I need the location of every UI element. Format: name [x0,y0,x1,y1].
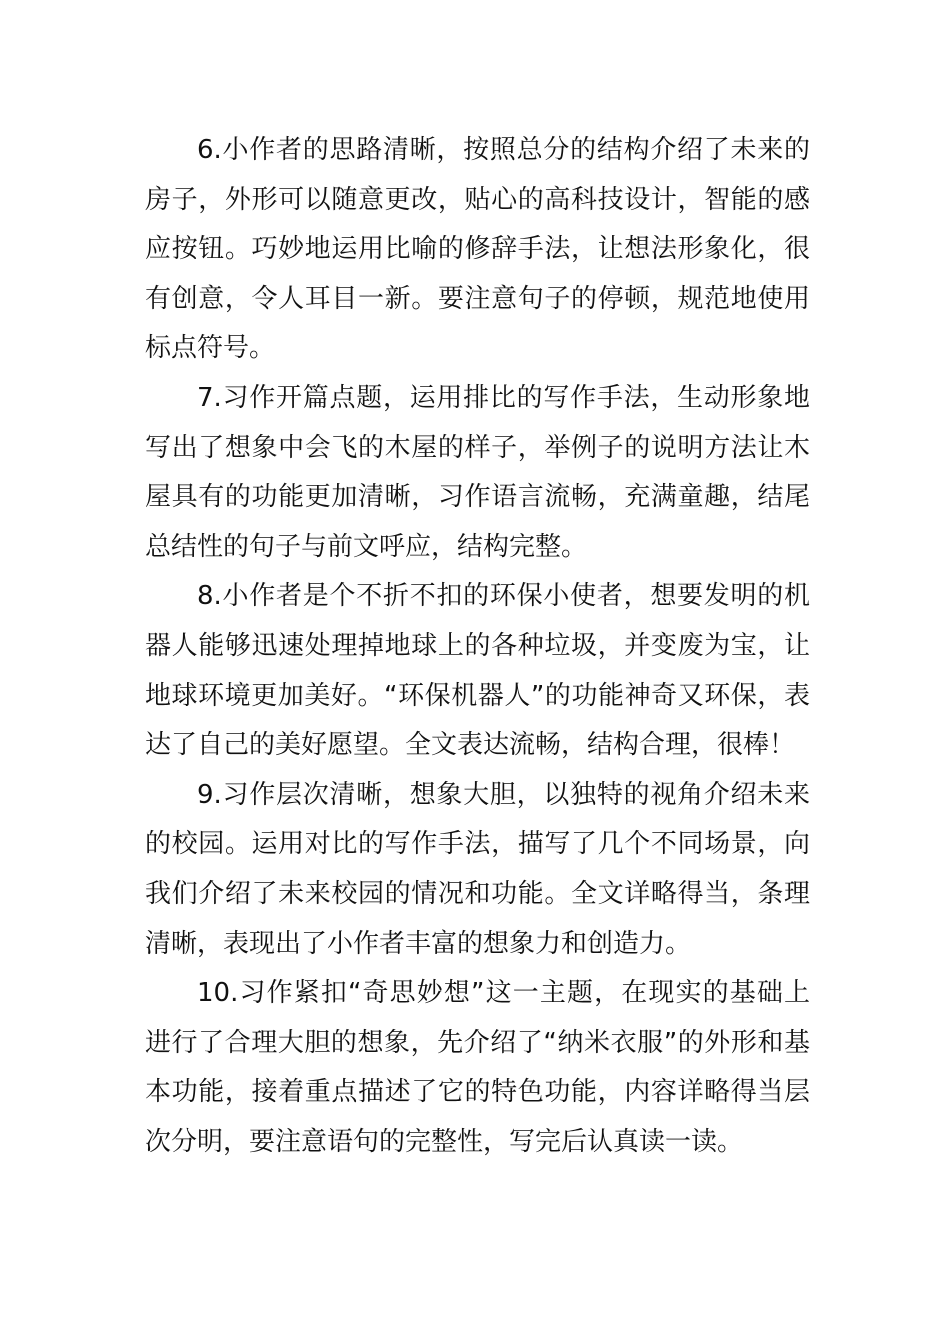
comments-body [145,126,810,1167]
comment-paragraph-10: 10.习作紧扣“奇思妙想”这一主题，在现实的基础上进行了合理大胆的想象，先介绍了“纳米衣服”的外形和基本功能，接着重点描述了它的特色功能，内容详略得当层次分明，要注意语句的完整性，写完后认真读一读。 [145,978,810,1157]
comment-paragraph-9: 9.习作层次清晰，想象大胆，以独特的视角介绍未来的校园。运用对比的写作手法，描写了几个不同场景，向我们介绍了未来校园的情况和功能。全文详略得当，条理清晰，表现出了小作者丰富的想象力和创造力。 [145,779,810,959]
comment-paragraph-6: 6.小作者的思路清晰，按照总分的结构介绍了未来的房子，外形可以随意更改，贴心的高科技设计，智能的感应按钮。巧妙地运用比喻的修辞手法，让想法形象化，很有创意，令人耳目一新。要注意句子的停顿，规范地使用标点符号。 [145,135,810,364]
comment-paragraph-7: 7.习作开篇点题，运用排比的写作手法，生动形象地写出了想象中会飞的木屋的样子，举例子的说明方法让木屋具有的功能更加清晰，习作语言流畅，充满童趣，结尾总结性的句子与前文呼应，结构完整。 [145,382,810,562]
comment-paragraph-8: 8.小作者是个不折不扣的环保小使者，想要发明的机器人能够迅速处理掉地球上的各种垃圾，并变废为宝，让地球环境更加美好。“环保机器人”的功能神奇又环保，表达了自己的美好愿望。全文表达流畅，结构合理，很棒！ [145,581,810,761]
